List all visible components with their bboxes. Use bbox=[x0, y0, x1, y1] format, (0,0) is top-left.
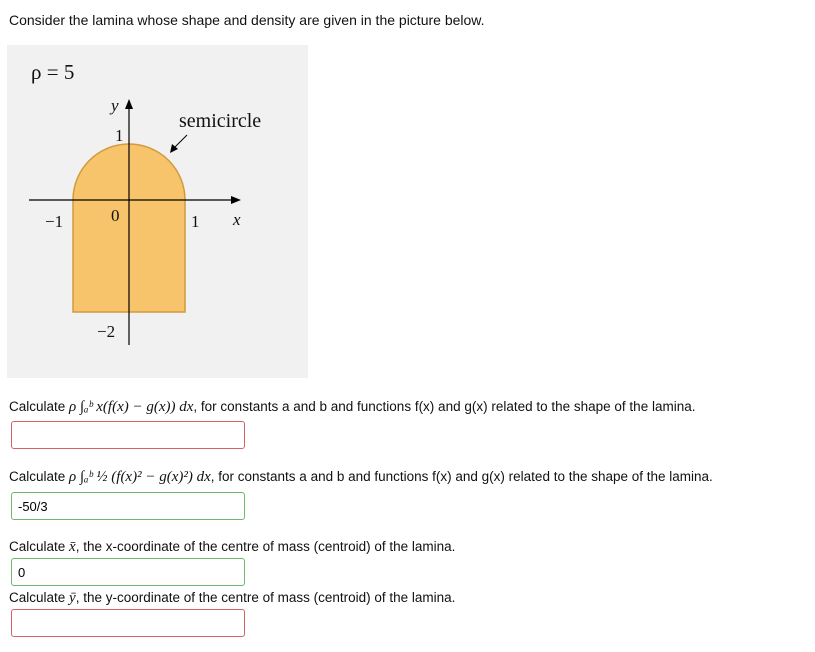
answer-4-input[interactable] bbox=[11, 609, 245, 637]
question-2-suffix: , for constants a and b and functions f(x) and g(x) related to the shape of the lamina. bbox=[210, 469, 713, 484]
question-4-suffix: , the y-coordinate of the centre of mass (centroid) of the lamina. bbox=[75, 590, 456, 605]
question-4-prefix: Calculate bbox=[9, 590, 70, 605]
tick-y-bottom: −2 bbox=[97, 322, 116, 341]
question-3-math: x̄ bbox=[69, 539, 76, 555]
tick-x-neg: −1 bbox=[45, 212, 64, 231]
question-2 bbox=[9, 469, 713, 486]
answer-2-input[interactable] bbox=[11, 492, 245, 520]
intro-text: Consider the lamina whose shape and density are given in the picture below. bbox=[9, 12, 485, 28]
question-4-math: ȳ bbox=[69, 590, 76, 606]
y-axis-label: y bbox=[111, 96, 119, 115]
question-3-suffix: , the x-coordinate of the centre of mass (centroid) of the lamina. bbox=[75, 539, 456, 554]
question-3 bbox=[9, 539, 455, 556]
answer-3-input[interactable] bbox=[11, 558, 245, 586]
question-1-math: ρ ∫ₐᵇ x(f(x) − g(x)) dx bbox=[69, 399, 194, 415]
question-1-suffix: , for constants a and b and functions f(x) and g(x) related to the shape of the lamina. bbox=[193, 399, 696, 414]
tick-x-pos: 1 bbox=[191, 212, 200, 231]
lamina-figure bbox=[7, 45, 308, 378]
question-1-prefix: Calculate bbox=[9, 399, 70, 414]
question-3-prefix: Calculate bbox=[9, 539, 70, 554]
question-2-prefix: Calculate bbox=[9, 469, 70, 484]
x-axis-label: x bbox=[233, 210, 241, 229]
tick-y-top: 1 bbox=[115, 126, 124, 145]
tick-origin: 0 bbox=[111, 206, 120, 225]
semicircle-label: semicircle bbox=[179, 110, 262, 132]
question-2-math: ρ ∫ₐᵇ ½ (f(x)² − g(x)²) dx bbox=[69, 469, 211, 485]
question-1 bbox=[9, 399, 695, 416]
density-label: ρ = 5 bbox=[31, 60, 75, 84]
question-4 bbox=[9, 590, 455, 607]
answer-1-input[interactable] bbox=[11, 421, 245, 449]
lamina-diagram bbox=[7, 45, 308, 378]
